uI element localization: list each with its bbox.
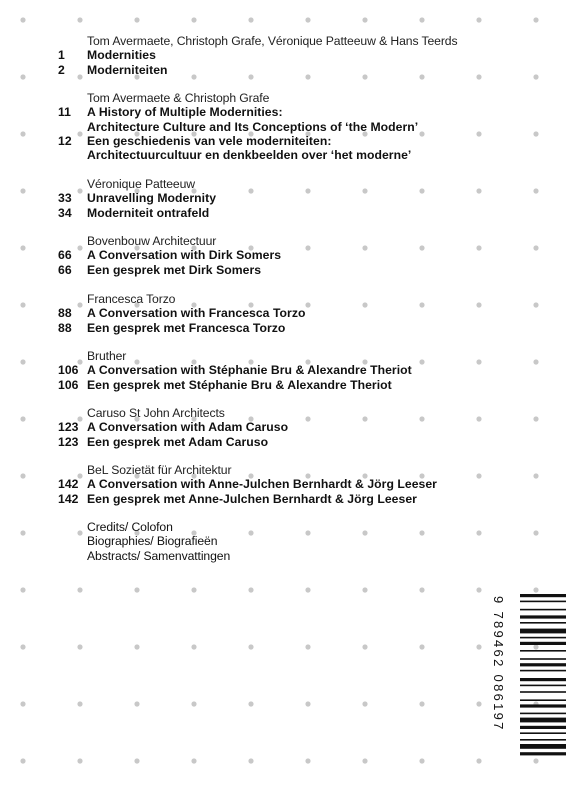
barcode-bar [520, 594, 566, 597]
barcode-bar [520, 752, 566, 755]
page-number: 88 [58, 320, 72, 335]
barcode-bar [520, 704, 566, 707]
barcode-bar [520, 622, 566, 624]
barcode-bar [520, 637, 566, 639]
barcode-bar [520, 713, 566, 715]
page-number: 106 [58, 377, 79, 392]
page-number: 123 [58, 434, 79, 449]
barcode-bar [520, 629, 566, 634]
barcode-bar [520, 601, 566, 603]
page-number: 66 [58, 262, 72, 277]
author-name: Bovenbouw Architectuur [87, 234, 217, 248]
page-number: 1 [58, 48, 65, 63]
entry-title: Architectuurcultuur en denkbeelden over ‘het moderne’ [87, 148, 412, 163]
barcode-bar [520, 685, 566, 687]
author-name: BeL Sozietät für Architektur [87, 463, 232, 477]
barcode-bar [520, 650, 566, 652]
barcode-bar [520, 615, 566, 618]
entry-title: A Conversation with Adam Caruso [87, 420, 289, 435]
isbn-number: 9 789462 086197 [491, 596, 506, 732]
entry-title: Moderniteiten [87, 62, 168, 77]
barcode-bar [520, 691, 566, 693]
entry-title: Een gesprek met Adam Caruso [87, 434, 269, 449]
page-number: 11 [58, 105, 71, 120]
barcode-bar [520, 718, 566, 723]
entry-title: Modernities [87, 48, 156, 63]
entry-title: A Conversation with Stéphanie Bru & Alexandre Theriot [87, 363, 412, 378]
page-number: 142 [58, 491, 79, 506]
barcode-bar [520, 642, 566, 645]
barcode-bar [520, 699, 566, 701]
author-name: Tom Avermaete, Christoph Grafe, Véronique Patteeuw & Hans Teerds [87, 34, 458, 48]
author-name: Bruther [87, 349, 127, 363]
page-number: 106 [58, 363, 79, 378]
entry-title: Moderniteit ontrafeld [87, 205, 210, 220]
page-number: 88 [58, 306, 72, 321]
back-matter-label: Biographies/ Biografieën [87, 534, 218, 549]
page-number: 12 [58, 134, 72, 149]
barcode-bar [520, 678, 566, 681]
isbn-digits [488, 596, 508, 776]
entry-title: Een gesprek met Anne-Julchen Bernhardt & Jörg Leeser [87, 491, 417, 506]
entry-title: Architecture Culture and Its Conceptions of ‘the Modern’ [87, 119, 419, 134]
entry-title: Een gesprek met Stéphanie Bru & Alexandre Theriot [87, 377, 392, 392]
barcode-bar [520, 726, 566, 729]
page-number: 123 [58, 420, 79, 435]
author-name: Tom Avermaete & Christoph Grafe [87, 91, 270, 105]
barcode-bar [520, 663, 566, 666]
entry-title: Een gesprek met Francesca Torzo [87, 320, 286, 335]
page-number: 33 [58, 191, 72, 206]
page-number: 34 [58, 205, 72, 220]
author-name: Véronique Patteeuw [87, 177, 195, 191]
entry-title: Unravelling Modernity [87, 191, 217, 206]
entry-title: A Conversation with Francesca Torzo [87, 306, 306, 321]
page-number: 142 [58, 477, 79, 492]
author-name: Caruso St John Architects [87, 406, 225, 420]
entry-title: A History of Multiple Modernities: [87, 105, 283, 120]
barcode-bar [520, 739, 566, 741]
barcode-bar [520, 732, 566, 734]
page-number: 66 [58, 248, 72, 263]
entry-title: Een geschiedenis van vele moderniteiten: [87, 134, 332, 149]
entry-title: Een gesprek met Dirk Somers [87, 262, 262, 277]
entry-title: A Conversation with Anne-Julchen Bernhardt & Jörg Leeser [87, 477, 437, 492]
author-name: Francesca Torzo [87, 292, 176, 306]
back-matter-label: Credits/ Colofon [87, 520, 173, 534]
entry-title: A Conversation with Dirk Somers [87, 248, 282, 263]
back-matter-label: Abstracts/ Samenvattingen [87, 548, 231, 563]
barcode-bar [520, 609, 566, 611]
barcode-bar [520, 670, 566, 672]
page-number: 2 [58, 62, 65, 77]
barcode-bar [520, 658, 566, 660]
barcode-bar [520, 744, 566, 749]
